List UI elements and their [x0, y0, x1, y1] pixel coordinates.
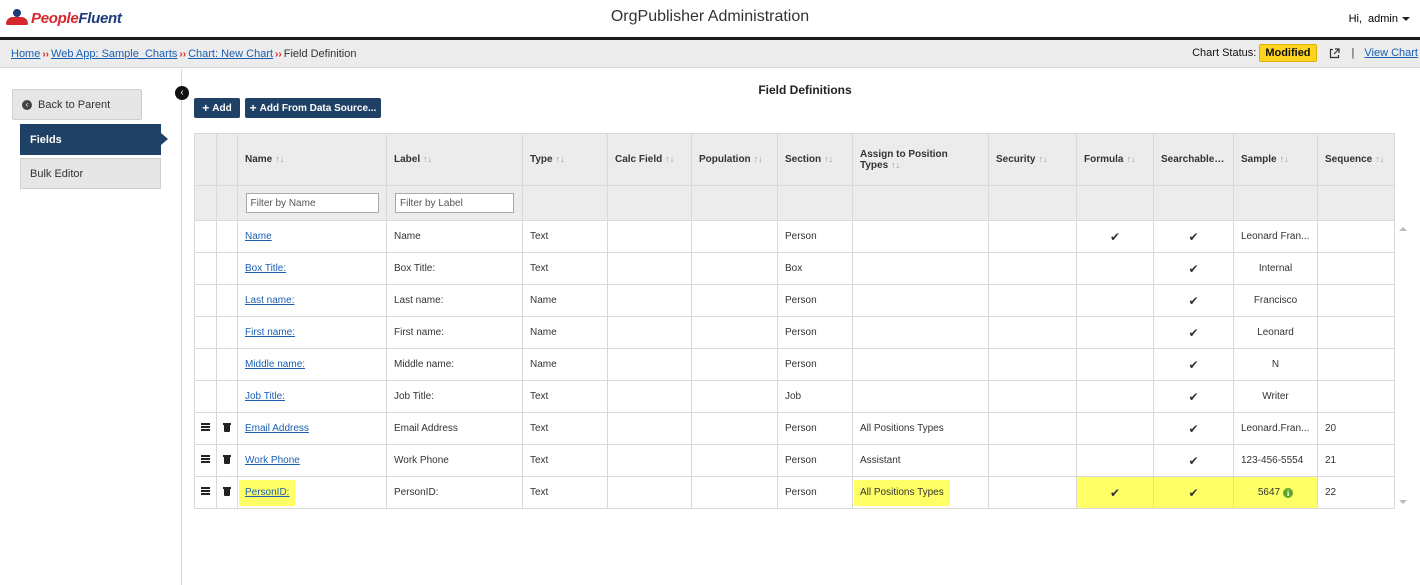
- formula-check-icon: [1077, 285, 1154, 317]
- field-assign: [853, 221, 989, 253]
- field-section: Job: [778, 381, 853, 413]
- field-sample: Leonard: [1234, 317, 1318, 349]
- column-header-delete: [217, 134, 238, 186]
- column-header-formula[interactable]: Formula ↑↓: [1077, 134, 1154, 186]
- add-from-data-source-button[interactable]: [245, 98, 381, 118]
- breadcrumb-home[interactable]: Home: [11, 48, 41, 60]
- top-bar: [0, 0, 1420, 37]
- breadcrumb-current: Field Definition: [283, 48, 357, 60]
- field-label: First name:: [387, 317, 523, 349]
- greeting-text: Hi,: [1348, 13, 1363, 25]
- plus-icon: +: [202, 101, 210, 115]
- field-name-link[interactable]: First name:: [245, 327, 296, 338]
- chevron-down-icon: [1402, 17, 1410, 21]
- column-header-type[interactable]: Type ↑↓: [523, 134, 608, 186]
- searchable-check-icon: ✔: [1154, 285, 1234, 317]
- field-definitions-table: [194, 133, 1395, 509]
- breadcrumb-separator: ››: [42, 48, 50, 60]
- formula-check-icon: [1077, 413, 1154, 445]
- sort-icon: ↑↓: [555, 154, 565, 164]
- table-row[interactable]: [195, 381, 1395, 413]
- field-calc: [608, 445, 692, 477]
- field-assign: All Positions Types: [853, 413, 989, 445]
- searchable-check-icon: ✔: [1154, 221, 1234, 253]
- formula-check-icon: [1077, 317, 1154, 349]
- field-security: [989, 381, 1077, 413]
- vertical-scrollbar[interactable]: [1396, 221, 1410, 510]
- field-name-link[interactable]: PersonID:: [245, 486, 290, 498]
- field-type: Name: [523, 285, 608, 317]
- trash-icon[interactable]: [223, 423, 231, 432]
- formula-check-icon: ✔: [1077, 221, 1154, 253]
- field-calc: [608, 221, 692, 253]
- chart-status-label: Chart Status:: [1192, 47, 1257, 59]
- sort-icon: ↑↓: [753, 154, 763, 164]
- add-button[interactable]: [194, 98, 240, 118]
- column-header-searchable[interactable]: Searchable ↑↓: [1154, 134, 1234, 186]
- plus-icon: +: [249, 101, 257, 115]
- field-assign: [853, 349, 989, 381]
- field-calc: [608, 285, 692, 317]
- field-section: Person: [778, 413, 853, 445]
- table-row[interactable]: [195, 349, 1395, 381]
- field-sequence: [1318, 253, 1395, 285]
- field-sample: Leonard.Fran...: [1234, 413, 1318, 445]
- table-row[interactable]: [195, 253, 1395, 285]
- field-population: [692, 381, 778, 413]
- table-row[interactable]: [195, 285, 1395, 317]
- field-type: Name: [523, 349, 608, 381]
- formula-check-icon: ✔: [1077, 477, 1154, 509]
- sidebar: [0, 69, 182, 585]
- searchable-check-icon: ✔: [1154, 253, 1234, 285]
- field-name-link[interactable]: Email Address: [245, 423, 309, 434]
- field-sample: 5647: [1257, 486, 1281, 498]
- field-section: Person: [778, 349, 853, 381]
- breadcrumb-chart[interactable]: Chart: New Chart: [188, 48, 274, 60]
- field-section: Person: [778, 445, 853, 477]
- field-name-link[interactable]: Last name:: [245, 295, 295, 306]
- field-label: Job Title:: [387, 381, 523, 413]
- field-sequence: 20: [1318, 413, 1395, 445]
- scroll-up-arrow-icon[interactable]: [1399, 227, 1407, 231]
- field-name-link[interactable]: Name: [245, 231, 272, 242]
- page-title: Field Definitions: [758, 83, 852, 97]
- field-label: Name: [387, 221, 523, 253]
- formula-check-icon: [1077, 445, 1154, 477]
- column-header-handle: [195, 134, 217, 186]
- column-header-population[interactable]: Population ↑↓: [692, 134, 778, 186]
- sort-icon: ↑↓: [665, 154, 675, 164]
- table-row[interactable]: [195, 317, 1395, 349]
- field-name-link[interactable]: Work Phone: [245, 455, 300, 466]
- field-name-link[interactable]: Box Title:: [245, 263, 287, 274]
- field-section: Person: [778, 221, 853, 253]
- filter-by-name-input[interactable]: [246, 193, 379, 213]
- field-assign: [853, 253, 989, 285]
- field-assign: Assistant: [853, 445, 989, 477]
- field-security: [989, 349, 1077, 381]
- drag-handle-icon[interactable]: [201, 423, 210, 431]
- field-calc: [608, 413, 692, 445]
- field-sample: N: [1234, 349, 1318, 381]
- field-type: Text: [523, 381, 608, 413]
- status-badge: Modified: [1259, 44, 1316, 62]
- field-assign: [853, 317, 989, 349]
- field-security: [989, 477, 1077, 509]
- field-sequence: 22: [1318, 477, 1395, 509]
- field-type: Text: [523, 221, 608, 253]
- formula-check-icon: [1077, 381, 1154, 413]
- add-button-label: Add: [212, 102, 232, 114]
- field-label: Work Phone: [387, 445, 523, 477]
- column-header-assign-position-types[interactable]: Assign to Position Types ↑↓: [853, 134, 989, 186]
- table-row[interactable]: [195, 445, 1395, 477]
- sort-icon: ↑↓: [275, 154, 285, 164]
- field-calc: [608, 253, 692, 285]
- column-header-label[interactable]: Label ↑↓: [387, 134, 523, 186]
- field-population: [692, 477, 778, 509]
- field-sample: Leonard Fran...: [1234, 221, 1318, 253]
- field-type: Text: [523, 445, 608, 477]
- field-section: Box: [778, 253, 853, 285]
- sort-icon: ↑↓: [891, 159, 901, 170]
- column-header-name[interactable]: Name ↑↓: [238, 134, 387, 186]
- drag-handle-icon[interactable]: [201, 487, 210, 495]
- breadcrumb-separator: ››: [275, 48, 282, 60]
- searchable-check-icon: ✔: [1154, 381, 1234, 413]
- logo-text-people: People: [31, 9, 79, 27]
- logo-text-fluent: Fluent: [78, 9, 122, 27]
- column-header-sample[interactable]: Sample ↑↓: [1234, 134, 1318, 186]
- trash-icon[interactable]: [223, 487, 231, 496]
- sort-icon: ↑↓: [1279, 154, 1289, 164]
- collapse-sidebar-icon[interactable]: ‹: [175, 86, 189, 100]
- searchable-check-icon: ✔: [1154, 445, 1234, 477]
- field-security: [989, 221, 1077, 253]
- field-sample: Internal: [1234, 253, 1318, 285]
- sort-icon: ↑↓: [1126, 154, 1136, 164]
- field-sequence: [1318, 381, 1395, 413]
- field-assign: All Positions Types: [854, 480, 950, 506]
- field-population: [692, 349, 778, 381]
- divider: |: [1351, 47, 1355, 59]
- field-label: Email Address: [387, 413, 523, 445]
- table-row[interactable]: [195, 221, 1395, 253]
- sort-icon: ↑↓: [1038, 154, 1048, 164]
- field-sequence: [1318, 285, 1395, 317]
- field-calc: [608, 477, 692, 509]
- app-title: OrgPublisher Administration: [610, 8, 810, 25]
- sort-icon: ↑↓: [1217, 154, 1227, 164]
- field-type: Name: [523, 317, 608, 349]
- scroll-down-arrow-icon[interactable]: [1399, 500, 1407, 504]
- breadcrumb-web-app[interactable]: Web App: Sample_Charts: [51, 48, 178, 60]
- formula-check-icon: [1077, 253, 1154, 285]
- back-to-parent-button[interactable]: [12, 89, 142, 120]
- field-assign: [853, 285, 989, 317]
- field-label: Middle name:: [387, 349, 523, 381]
- field-label: Last name:: [387, 285, 523, 317]
- filter-by-label-input[interactable]: [395, 193, 514, 213]
- field-type: Text: [523, 253, 608, 285]
- field-security: [989, 413, 1077, 445]
- sidebar-item-bulk-editor[interactable]: [20, 158, 161, 189]
- field-security: [989, 317, 1077, 349]
- field-name-link[interactable]: Middle name:: [245, 359, 306, 370]
- sidebar-item-label: Fields: [30, 133, 62, 146]
- searchable-check-icon: ✔: [1154, 477, 1234, 509]
- field-population: [692, 445, 778, 477]
- table-row[interactable]: [195, 413, 1395, 445]
- field-type: Text: [523, 413, 608, 445]
- column-header-section[interactable]: Section ↑↓: [778, 134, 853, 186]
- add-from-data-source-label: Add From Data Source...: [259, 102, 377, 114]
- field-calc: [608, 349, 692, 381]
- field-label: Box Title:: [387, 253, 523, 285]
- drag-handle-icon[interactable]: [201, 455, 210, 463]
- info-icon[interactable]: i: [1283, 488, 1293, 498]
- field-section: Person: [778, 317, 853, 349]
- back-to-parent-label: Back to Parent: [38, 98, 111, 111]
- field-population: [692, 317, 778, 349]
- field-label: PersonID:: [387, 477, 523, 509]
- external-link-icon[interactable]: [1329, 48, 1340, 59]
- field-sample: Writer: [1234, 381, 1318, 413]
- user-name: admin: [1368, 13, 1398, 25]
- field-sequence: [1318, 317, 1395, 349]
- sort-icon: ↑↓: [824, 154, 834, 164]
- sidebar-item-fields[interactable]: [20, 124, 161, 155]
- field-population: [692, 413, 778, 445]
- searchable-check-icon: ✔: [1154, 413, 1234, 445]
- field-sequence: 21: [1318, 445, 1395, 477]
- field-calc: [608, 381, 692, 413]
- table-header-row: [195, 134, 1395, 186]
- column-header-calc-field[interactable]: Calc Field ↑↓: [608, 134, 692, 186]
- breadcrumb-separator: ››: [179, 48, 187, 60]
- trash-icon[interactable]: [223, 455, 231, 464]
- column-header-security[interactable]: Security ↑↓: [989, 134, 1077, 186]
- field-security: [989, 285, 1077, 317]
- arrow-left-circle-icon: ‹: [22, 100, 32, 110]
- breadcrumb-bar: [0, 40, 1420, 68]
- sort-icon: ↑↓: [1375, 154, 1385, 164]
- sidebar-item-label: Bulk Editor: [30, 167, 84, 180]
- table-filter-row: [195, 186, 1395, 221]
- view-chart-link[interactable]: View Chart: [1364, 47, 1418, 59]
- field-calc: [608, 317, 692, 349]
- field-section: Person: [778, 477, 853, 509]
- field-sequence: [1318, 349, 1395, 381]
- field-type: Text: [523, 477, 608, 509]
- column-header-sequence[interactable]: Sequence ↑↓: [1318, 134, 1395, 186]
- formula-check-icon: [1077, 349, 1154, 381]
- chart-status: [1192, 44, 1418, 62]
- user-menu[interactable]: [1349, 13, 1410, 25]
- field-sequence: [1318, 221, 1395, 253]
- field-population: [692, 253, 778, 285]
- field-section: Person: [778, 285, 853, 317]
- field-security: [989, 253, 1077, 285]
- sort-icon: ↑↓: [423, 154, 433, 164]
- field-assign: [853, 381, 989, 413]
- breadcrumb: [11, 48, 356, 60]
- field-security: [989, 445, 1077, 477]
- field-population: [692, 221, 778, 253]
- field-population: [692, 285, 778, 317]
- searchable-check-icon: ✔: [1154, 349, 1234, 381]
- table-row[interactable]: [195, 477, 1395, 509]
- field-sample: Francisco: [1234, 285, 1318, 317]
- field-name-link[interactable]: Job Title:: [245, 391, 286, 402]
- field-sample: 123-456-5554: [1234, 445, 1318, 477]
- searchable-check-icon: ✔: [1154, 317, 1234, 349]
